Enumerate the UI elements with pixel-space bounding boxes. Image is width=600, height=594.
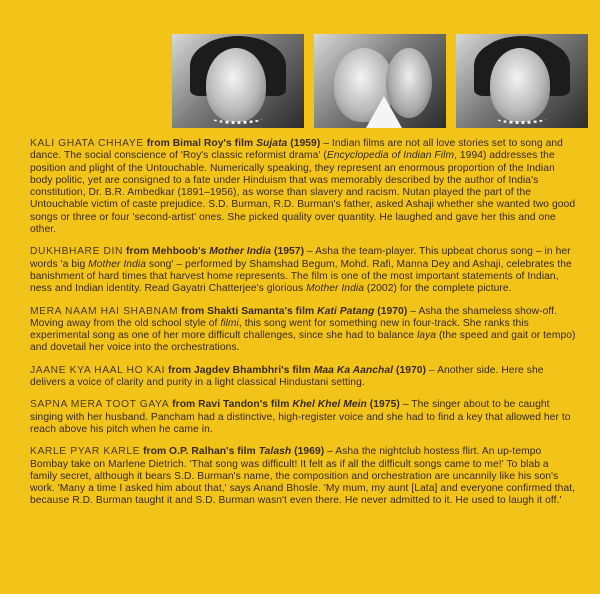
film-year: (1969) xyxy=(294,446,325,458)
film-year: (1975) xyxy=(369,399,400,411)
film-year: (1957) xyxy=(274,246,305,258)
mirrored-face-shape xyxy=(386,48,432,118)
film-title: Kati Patang xyxy=(317,305,375,317)
necklace-shape xyxy=(496,113,546,124)
film-credit: from Bimal Roy's film xyxy=(146,138,254,149)
necklace-shape xyxy=(212,113,262,124)
film-credit: from O.P. Ralhan's film xyxy=(143,446,256,458)
film-credit: from Ravi Tandon's film xyxy=(172,399,290,411)
song-title: KALI GHATA CHHAYE xyxy=(30,138,144,149)
face-shape xyxy=(490,48,550,122)
entry-text-italic: Mother India xyxy=(88,258,146,270)
film-year: (1970) xyxy=(377,305,408,317)
song-title: MERA NAAM HAI SHABNAM xyxy=(30,305,179,317)
song-entry xyxy=(30,246,578,295)
photo-strip xyxy=(172,34,588,128)
film-credit: from Mehboob's xyxy=(125,246,207,258)
song-entry xyxy=(30,399,578,436)
song-title: JAANE KYA HAAL HO KAI xyxy=(30,364,166,376)
film-credit: from Jagdev Bhambhri's film xyxy=(167,364,311,376)
entry-text-italic: laya xyxy=(416,330,437,342)
song-entry xyxy=(30,446,578,507)
film-title: Mother India xyxy=(209,246,272,258)
film-year: (1959) xyxy=(290,138,321,149)
entry-text-italic: Encyclopedia of Indian Film xyxy=(326,150,455,162)
portrait-photo-right xyxy=(456,34,588,128)
song-entry xyxy=(30,365,578,390)
portrait-photo-left xyxy=(172,34,304,128)
song-title: KARLE PYAR KARLE xyxy=(30,446,141,458)
entry-text: – Asha the shameless show-off. Moving away from the old school style of xyxy=(30,305,557,329)
entry-text: (2002) for the complete picture. xyxy=(363,283,512,295)
entry-text: (the speed and gait or tempo) and dovetail her voice into the orchestrations. xyxy=(30,330,576,354)
film-title: Khel Khel Mein xyxy=(292,399,367,411)
song-entry xyxy=(30,138,578,236)
film-title: Talash xyxy=(258,446,292,458)
song-title: DUKHBHARE DIN xyxy=(30,246,124,258)
entry-text: – Asha the team-player. This upbeat chorus song – in her words 'a big xyxy=(30,246,571,270)
entry-text: , 1994) addresses the position and plight of the Untouchable. Numerically speaking, they represent an enormous proportion of the Indian body politic, yet are consigned to a fate under Hinduism that was memorably described by the author of India's constitution, Dr. B.R. Ambedkar (1891–1956), as worse than slavery and racism. Nutan played the part of the Untouchable victim of caste prejudice. S.D. Burman, R.D. Burman's father, asked Ashaji whether she wanted two good songs or three or four 'second-artist' ones. She picked quality over quantity. He laughed and gave her this and one other. xyxy=(30,150,576,236)
film-year: (1970) xyxy=(395,364,427,376)
entry-text-italic: Mother India xyxy=(306,283,364,295)
song-entry xyxy=(30,306,578,355)
film-title: Sujata xyxy=(256,138,288,149)
film-credit: from Shakti Samanta's film xyxy=(181,305,315,317)
liner-notes-text xyxy=(30,138,578,518)
portrait-photo-middle xyxy=(314,34,446,128)
entry-text: – Indian films are not all love stories set to song and dance. The social conscience of 'Roy's classic reformist drama' ( xyxy=(30,138,563,162)
film-title: Maa Ka Aanchal xyxy=(313,364,394,376)
entry-text: song' – performed by Shamshad Begum, Mohd. Rafi, Manna Dey and Ashaji, celebrates the banishment of hard times that harvest home represents. The film is one of the most important statements of Indian, ness and Indian identity. Read Gayatri Chatterjee's glorious xyxy=(30,258,572,295)
entry-text-italic: filmi xyxy=(220,317,239,329)
face-shape xyxy=(206,48,266,122)
entry-text: – The singer about to be caught singing with her husband. Pancham had a distinctive, high-register voice and she had to find a key that allowed her to reach above his pitch when he came in. xyxy=(30,399,571,435)
entry-text: , this song went for something new in four-track. She ranks this experimental song as one of her more difficult challenges, since she had to balance xyxy=(30,317,529,342)
entry-text: – Another side. Here she delivers a voice of clarity and purity in a light classical Hindustani setting. xyxy=(30,364,544,389)
song-title: SAPNA MERA TOOT GAYA xyxy=(30,399,170,411)
entry-text: – Asha the nightclub hostess flirt. An up-tempo Bombay take on Marlene Dietrich. 'That song was difficult! It felt as if all the difficult songs came to me!' To blab a family secret, although it bears S.D. Burman's name, the composition and orchestration are uncannily like his son's work. 'Many a time I asked him about that,' says Anand Bhosle. 'My mum, my aunt [Lata] and everyone confirmed that, because R.D. Burman taught it and S.D. Burman wasn't even there. He never admitted to it. He used to laugh it off.' xyxy=(30,446,576,507)
